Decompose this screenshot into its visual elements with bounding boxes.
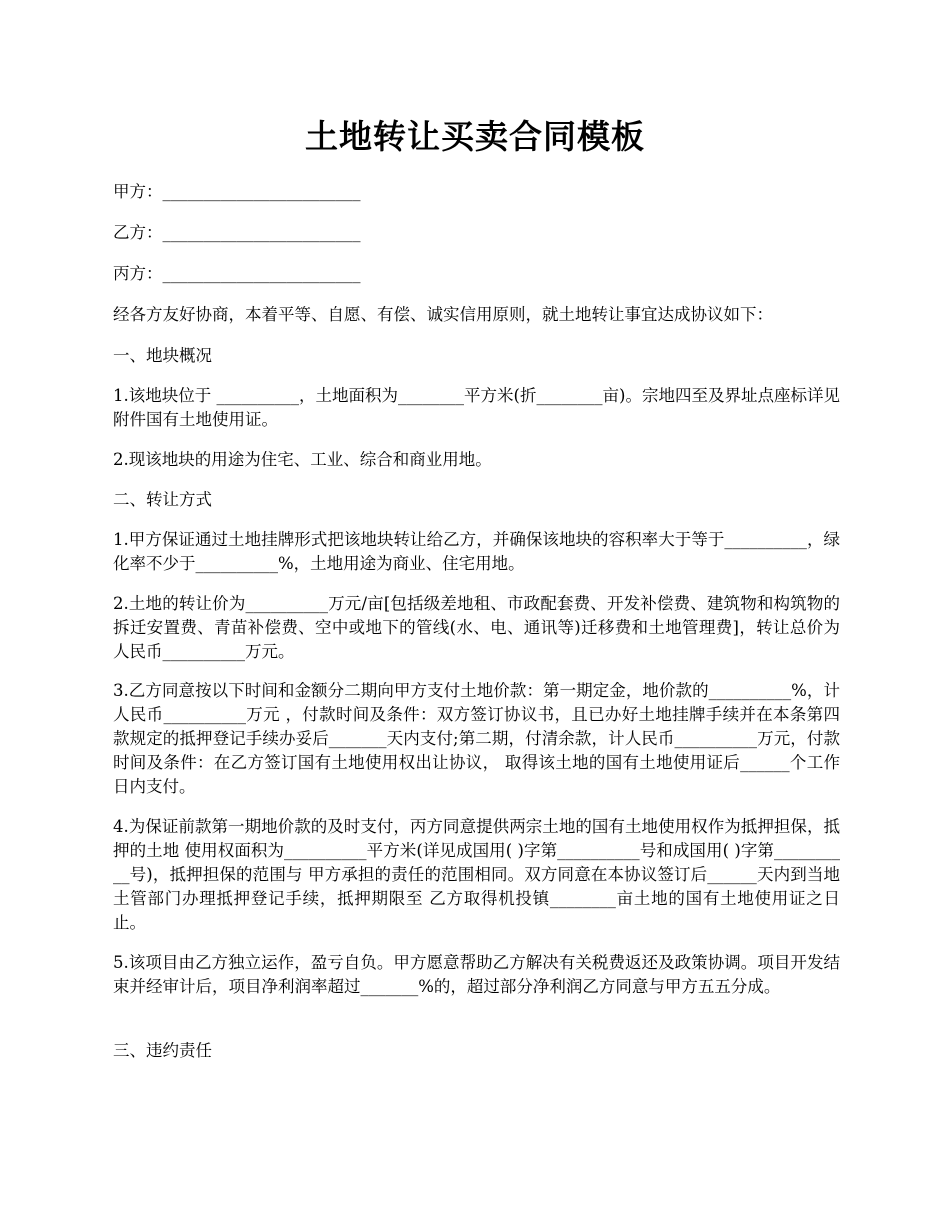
- party-b-line: 乙方：________________________: [113, 223, 361, 242]
- section-2-item-4: 4.为保证前款第一期地价款的及时支付，丙方同意提供两宗土地的国有土地使用权作为抵押担保，抵押的土地 使用权面积为__________平方米(详见成国用( )字第__________号和成国用( )字第__________号)，抵押担保的范围与 甲方承担的责任的范围相同。双方同意在本协议签订后______天内到当地土管部门办理抵押登记手续，抵押期限至 乙方取得机投镇________亩土地的国有土地使用证之日止。: [113, 817, 840, 932]
- party-c-line: 丙方：________________________: [113, 264, 361, 283]
- section-2-item-2: 2.土地的转让价为__________万元/亩[包括级差地租、市政配套费、开发补偿费、建筑物和构筑物的拆迁安置费、青苗补偿费、空中或地下的管线(水、电、通讯等)迁移费和土地管理费]，转让总价为人民币__________万元。: [113, 594, 840, 661]
- section-2-item-3: 3.乙方同意按以下时间和金额分二期向甲方支付土地价款：第一期定金，地价款的__________%，计人民币__________万元 ，付款时间及条件：双方签订协议书，且已办好土地挂牌手续并在本条第四款规定的抵押登记手续办妥后_______天内支付;第二期，付清余款，计人民币__________万元，付款时间及条件：在乙方签订国有土地使用权出让协议， 取得该土地的国有土地使用证后______个工作日内支付。: [113, 681, 840, 796]
- section-1-item-1: 1.该地块位于 __________，土地面积为________平方米(折________亩)。宗地四至及界址点座标详见附件国有土地使用证。: [113, 386, 840, 429]
- section-2-item-1: 1.甲方保证通过土地挂牌形式把该地块转让给乙方，并确保该地块的容积率大于等于__________，绿化率不少于__________%，土地用途为商业、住宅用地。: [113, 530, 840, 573]
- section-1-item-2: 2.现该地块的用途为住宅、工业、综合和商业用地。: [113, 450, 492, 469]
- document-title: 土地转让买卖合同模板: [305, 117, 645, 156]
- section-2-heading: 二、转让方式: [113, 490, 212, 509]
- section-2-item-5: 5.该项目由乙方独立运作，盈亏自负。甲方愿意帮助乙方解决有关税费返还及政策协调。项目开发结束并经审计后，项目净利润率超过_______%的，超过部分净利润乙方同意与甲方五五分成。: [113, 953, 840, 996]
- party-a-line: 甲方：________________________: [113, 182, 361, 201]
- section-1-heading: 一、地块概况: [113, 346, 212, 365]
- intro-paragraph: 经各方友好协商，本着平等、自愿、有偿、诚实信用原则，就土地转让事宜达成协议如下：: [113, 305, 773, 324]
- section-3-heading: 三、违约责任: [113, 1041, 212, 1060]
